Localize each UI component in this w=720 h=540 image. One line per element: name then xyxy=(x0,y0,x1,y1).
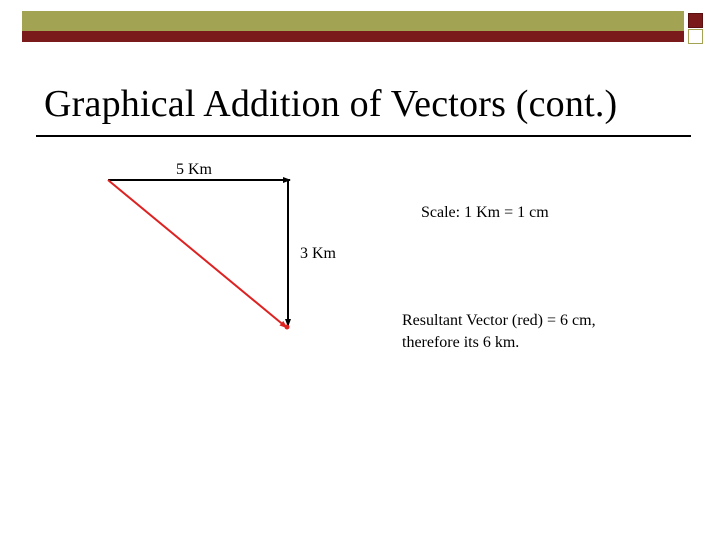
resultant-vector-arrow xyxy=(108,180,286,327)
scale-label: Scale: 1 Km = 1 cm xyxy=(421,204,549,221)
vector-3km-label: 3 Km xyxy=(300,245,336,262)
resultant-text-line2: therefore its 6 km. xyxy=(402,334,520,351)
vector-5km-label: 5 Km xyxy=(176,161,212,178)
slide-title: Graphical Addition of Vectors (cont.) xyxy=(44,83,618,125)
resultant-text-line1: Resultant Vector (red) = 6 cm, xyxy=(402,312,596,329)
resultant-endpoint xyxy=(285,325,290,330)
